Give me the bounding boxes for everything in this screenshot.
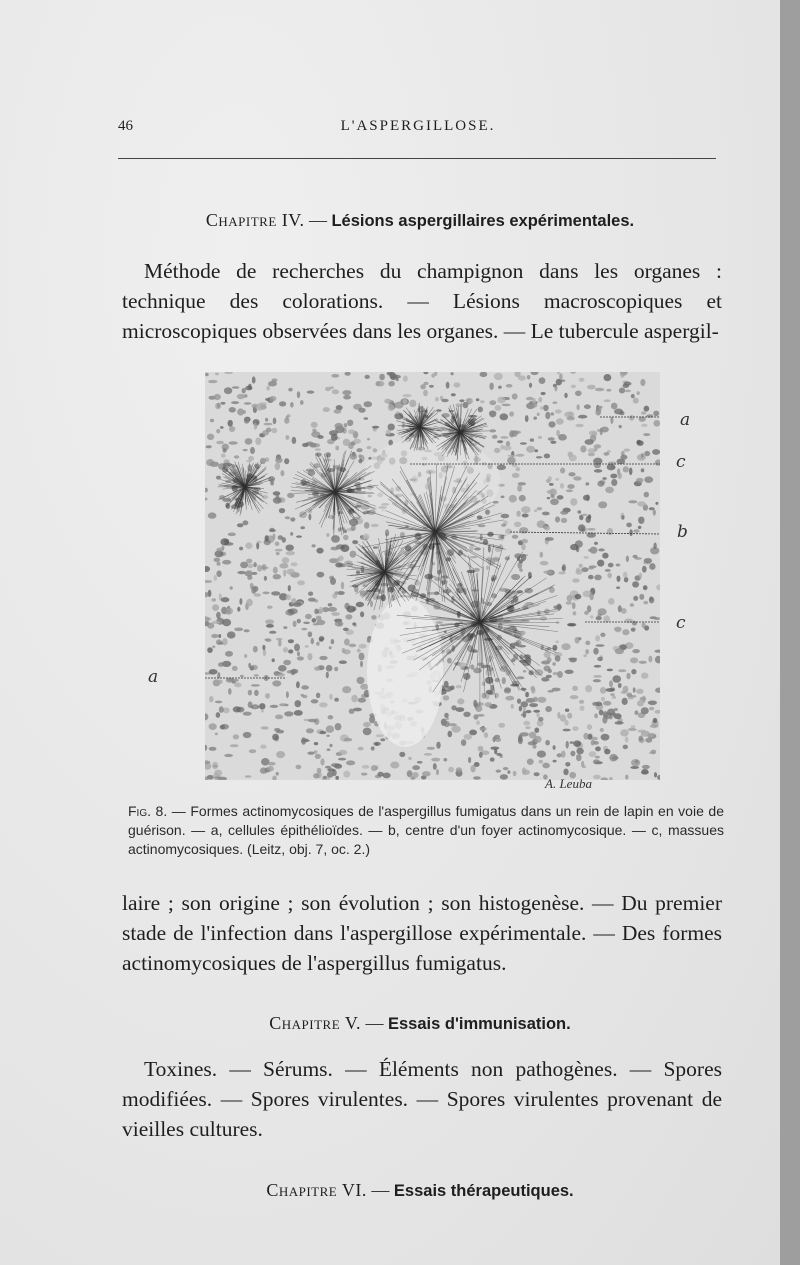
microscopy-figure [205,372,660,780]
chapter-separator: — [371,1180,390,1200]
page-edge-shadow [780,0,800,1265]
chapter-title: Essais d'immunisation. [388,1015,571,1033]
figure-label-a-left: a [148,667,159,687]
chapter-label: Chapitre V. [269,1013,361,1033]
figure-label-c-lower: c [676,613,686,633]
running-head [118,118,718,140]
chapter-5-heading [110,1013,730,1034]
chapter-separator: — [365,1013,384,1033]
figure-caption [128,802,724,859]
chapter-4-summary-part2: laire ; son origine ; son évolution ; son histogenèse. — Du premier stade de l'infection dans l'aspergillose expérimentale. — Des formes actinomycosiques de l'aspergillus fumigatus. [122,891,722,975]
chapter-6-heading [110,1180,730,1201]
chapter-label: Chapitre IV. [205,210,305,230]
chapter-label: Chapitre VI. [266,1180,367,1200]
page-number: 46 [118,118,133,134]
caption-text: — Formes actinomycosiques de l'aspergillus fumigatus dans un rein de lapin en voie de guérison. — a, cellules épithélioïdes. — b, centre d'un foyer actinomycosique. — c, massues actinomycosiques. (Leitz, obj. 7, oc. 2.) [128,803,724,857]
chapter-title: Lésions aspergillaires expérimentales. [331,212,635,230]
running-title: L'ASPERGILLOSE. [340,118,496,134]
chapter-separator: — [308,210,327,230]
figure-label-b: b [677,522,688,542]
chapter-4-summary-part1: Méthode de recherches du champignon dans les organes : technique des colorations. — Lésions macroscopiques et microscopiques observées dans les organes. — Le tubercule aspergil- [122,259,722,343]
chapter-4-heading [110,210,730,231]
figure-label-a-right: a [680,410,691,430]
header-rule [118,158,716,159]
figure-label-c-top: c [676,452,686,472]
illustrator-signature: A. Leuba [545,776,592,791]
chapter-title: Essais thérapeutiques. [393,1182,574,1200]
kidney-tissue-illustration [205,372,660,780]
caption-label: Fig. 8. [128,803,168,819]
chapter-5-summary: Toxines. — Sérums. — Éléments non pathogènes. — Spores modifiées. — Spores virulentes. — Spores virulentes provenant de vieilles cultures. [122,1057,722,1141]
